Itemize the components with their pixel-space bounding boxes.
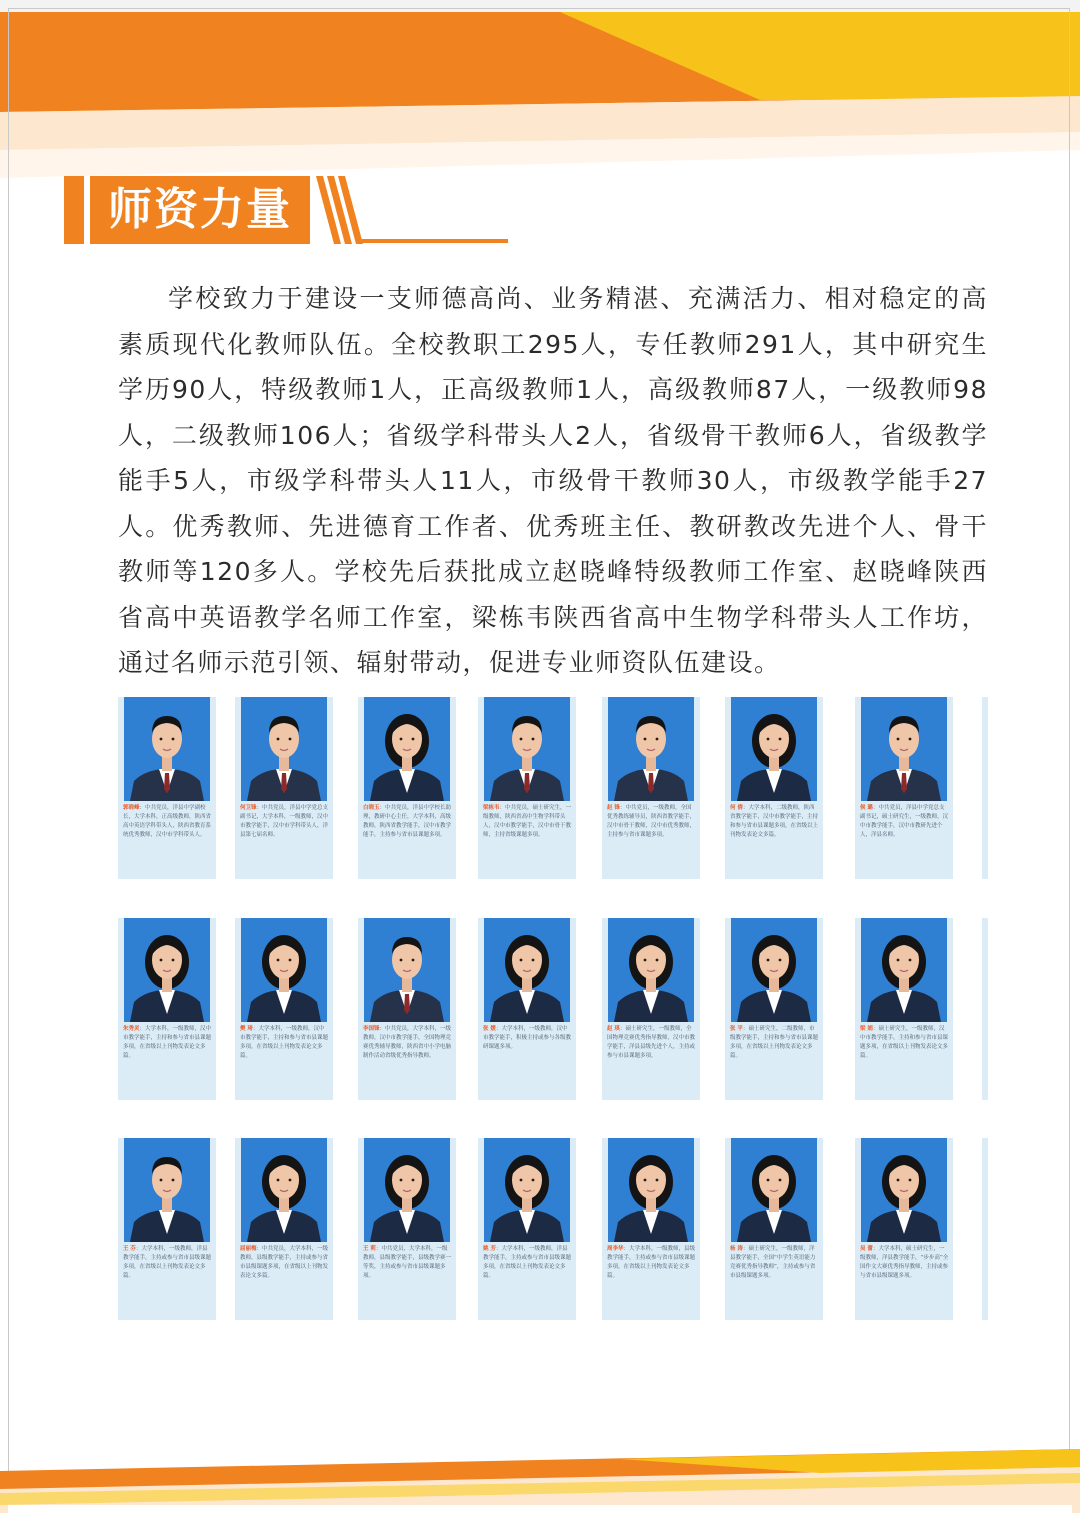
teacher-name: 吴 蕾 <box>860 1246 873 1252</box>
teacher-detail: 大学本科，二级教师，陕西省教学能手，汉中市教学能手，主持和参与省市县课题多项，在省级以上刊物发表论文多篇。 <box>730 805 819 838</box>
teacher-name: 杨 涛 <box>730 1246 743 1252</box>
teacher-card <box>725 697 823 879</box>
teacher-card <box>358 1138 456 1320</box>
teacher-card <box>855 697 953 879</box>
teacher-detail: 硕士研究生，一级教师，全国物理竞赛优秀指导教师，汉中市教学能手，洋县县级先进个人，主持或参与市县课题多项。 <box>607 1026 696 1059</box>
intro-paragraph: 学校致力于建设一支师德高尚、业务精湛、充满活力、相对稳定的高素质现代化教师队伍。全校教职工295人，专任教师291人，其中研究生学历90人，特级教师1人，正高级教师1人，高级教师87人，一级教师98人，二级教师106人；省级学科带头人2人，省级骨干教师6人，省级教学能手5人，市级学科带头人11人，市级骨干教师30人，市级教学能手27人。优秀教师、先进德育工作者、优秀班主任、教研教改先进个人、骨干教师等120多人。学校先后获批成立赵晓峰特级教师工作室、赵晓峰陕西省高中英语教学名师工作室，梁栋韦陕西省高中生物学科带头人工作坊，通过名师示范引领、辐射带动，促进专业师资队伍建设。 <box>118 284 988 677</box>
teacher-detail: 硕士研究生，一级教师，汉中市教学能手，主持和参与省市县课题多项，在省级以上刊物发表论文多篇。 <box>860 1026 949 1059</box>
teacher-card <box>602 918 700 1100</box>
teacher-name: 何 倩 <box>730 805 743 811</box>
teacher-photo <box>124 1138 210 1242</box>
teacher-caption: 赵 锋：中共党员，一级教师，全国优秀教练辅导员，陕西省教学能手，汉中市骨干教师，汉中市优秀教师，主持参与省市课题多项。 <box>607 805 696 838</box>
teacher-detail: 中共党员，洋县中学副校长，大学本科，正高级教师，陕西省高中英语学科带头人，陕西省教育系统优秀教师，汉中市学科带头人。 <box>123 805 212 838</box>
teacher-photo <box>241 1138 327 1242</box>
teacher-caption: 白晓玉：中共党员，洋县中学校长助理，教研中心主任，大学本科，高级教师，陕西省教学能手，汉中市教学能手，主持参与省市县课题多项。 <box>363 805 452 838</box>
teacher-detail: 大学本科，一级教师，汉中市教学能手，主持和参与省市县课题多项，在省级以上刊物发表论文多篇。 <box>123 1026 212 1059</box>
teacher-detail: 大学本科，一级教师，洋县教学能手，主持或参与省市县级课题多项，在省级以上刊物发表论文多篇。 <box>483 1246 572 1279</box>
cropped-card-edge <box>982 697 988 879</box>
teacher-detail: 中共党员，洋县中学党总支副书记，硕士研究生，一级教师，汉中市教学能手，汉中市教研先进个人，洋县名师。 <box>860 805 949 838</box>
heading-underline <box>360 239 508 243</box>
teacher-card <box>602 697 700 879</box>
teacher-name: 王 芬 <box>123 1246 136 1252</box>
teacher-detail: 大学本科，一级教师，洋县教学能手，主持或参与省市县级课题多项，在省级以上刊物发表论文多篇。 <box>123 1246 212 1279</box>
teacher-card <box>118 918 216 1100</box>
teacher-caption: 何 倩：大学本科，二级教师，陕西省教学能手，汉中市教学能手，主持和参与省市县课题多项，在省级以上刊物发表论文多篇。 <box>730 805 819 838</box>
teacher-name: 梁栋韦 <box>483 805 500 811</box>
teacher-name: 李国锋 <box>363 1026 380 1032</box>
teacher-photo <box>364 697 450 801</box>
teacher-photo <box>608 697 694 801</box>
cropped-card-edge <box>982 1138 988 1320</box>
teacher-card <box>855 918 953 1100</box>
teacher-card <box>118 697 216 879</box>
teacher-card <box>478 697 576 879</box>
teacher-photo <box>484 918 570 1022</box>
teacher-caption: 王 芬：大学本科，一级教师，洋县教学能手，主持或参与省市县级课题多项，在省级以上刊物发表论文多篇。 <box>123 1246 212 1279</box>
teacher-detail: 大学本科，一级教师，汉中市教学能手，积极主持或参与各级教研课题多项。 <box>483 1026 572 1050</box>
teacher-name: 梁 娟 <box>860 1026 873 1032</box>
teacher-photo <box>861 918 947 1022</box>
teacher-name: 周李华 <box>607 1246 624 1252</box>
teacher-card <box>235 697 333 879</box>
teacher-detail: 硕士研究生，一级教师，洋县教学能手，全国“中学生英语能力竞赛优秀指导教师”，主持或参与省市县级课题多项。 <box>730 1246 816 1279</box>
section-title: 师资力量 <box>90 176 310 244</box>
teacher-caption: 赵 琪：硕士研究生，一级教师，全国物理竞赛优秀指导教师，汉中市教学能手，洋县县级先进个人，主持或参与市县课题多项。 <box>607 1026 696 1059</box>
teacher-caption: 梁 娟：硕士研究生，一级教师，汉中市教学能手，主持和参与省市县课题多项，在省级以上刊物发表论文多篇。 <box>860 1026 949 1059</box>
teacher-detail: 硕士研究生，二级教师，市级教学能手，主持和参与省市县课题多项，在省级以上刊物发表论文多篇。 <box>730 1026 819 1059</box>
teacher-detail: 中共党员，大学本科，一级教师，县级教学能手，主持或参与省市县级课题多项，在省级以上刊物发表论文多篇。 <box>240 1246 329 1279</box>
cropped-card-edge <box>982 918 988 1100</box>
teacher-photo <box>484 697 570 801</box>
teacher-name: 王 莉 <box>363 1246 376 1252</box>
teacher-detail: 大学本科，一级教师，县级教学能手，主持或参与省市县级课题多项，在省级以上刊物发表论文多篇。 <box>607 1246 696 1279</box>
teacher-card <box>725 918 823 1100</box>
teacher-card <box>725 1138 823 1320</box>
teacher-name: 朱秀灵 <box>123 1026 140 1032</box>
teacher-name: 郭晓峰 <box>123 805 140 811</box>
teacher-detail: 中共党员，一级教师，全国优秀教练辅导员，陕西省教学能手，汉中市骨干教师，汉中市优秀教师，主持参与省市课题多项。 <box>607 805 696 838</box>
teacher-caption: 张 媛：大学本科，一级教师，汉中市教学能手，积极主持或参与各级教研课题多项。 <box>483 1026 572 1050</box>
teacher-detail: 中共党员，大学本科，一级教师，县级教学能手，县级教学赛一等奖，主持或参与省市县级课题多项。 <box>363 1246 452 1279</box>
teacher-card <box>855 1138 953 1320</box>
teacher-caption: 李国锋：中共党员，大学本科，一级教师，汉中市教学能手，全国物理竞赛优秀辅导教师，陕西省中小学电脑制作活动省级优秀指导教师。 <box>363 1026 452 1059</box>
teacher-name: 赵 锋 <box>607 805 620 811</box>
teacher-name: 张 平 <box>730 1026 743 1032</box>
teacher-caption: 朱秀灵：大学本科，一级教师，汉中市教学能手，主持和参与省市县课题多项，在省级以上刊物发表论文多篇。 <box>123 1026 212 1059</box>
teacher-card <box>478 1138 576 1320</box>
teacher-photo <box>608 918 694 1022</box>
teacher-name: 姚 芳 <box>483 1246 496 1252</box>
teacher-caption: 周李华：大学本科，一级教师，县级教学能手，主持或参与省市县级课题多项，在省级以上刊物发表论文多篇。 <box>607 1246 696 1279</box>
teacher-detail: 中共党员，洋县中学党总支副书记，大学本科，一级教师，汉中市教学能手，汉中市学科带头人，洋县第七届名师。 <box>240 805 329 838</box>
teacher-caption: 梁栋韦：中共党员，硕士研究生，一级教师，陕西省高中生物学科带头人，汉中市教学能手，汉中市骨干教师，主持省级课题多项。 <box>483 805 572 838</box>
teacher-name: 赵 琪 <box>607 1026 620 1032</box>
teacher-name: 屈丽梅 <box>240 1246 257 1252</box>
teacher-name: 何卫锋 <box>240 805 257 811</box>
teacher-photo <box>731 1138 817 1242</box>
teacher-photo <box>241 697 327 801</box>
teacher-caption: 郭晓峰：中共党员，洋县中学副校长，大学本科，正高级教师，陕西省高中英语学科带头人，陕西省教育系统优秀教师，汉中市学科带头人。 <box>123 805 212 838</box>
teacher-caption: 张 平：硕士研究生，二级教师，市级教学能手，主持和参与省市县课题多项，在省级以上刊物发表论文多篇。 <box>730 1026 819 1059</box>
teacher-card <box>118 1138 216 1320</box>
teacher-card <box>235 918 333 1100</box>
teacher-photo <box>124 918 210 1022</box>
heading-stripes <box>314 176 364 244</box>
teacher-caption: 王 莉：中共党员，大学本科，一级教师，县级教学能手，县级教学赛一等奖，主持或参与省市县级课题多项。 <box>363 1246 452 1279</box>
teacher-caption: 屈丽梅：中共党员，大学本科，一级教师，县级教学能手，主持或参与省市县级课题多项，在省级以上刊物发表论文多篇。 <box>240 1246 329 1279</box>
teacher-card <box>478 918 576 1100</box>
teacher-photo <box>364 1138 450 1242</box>
teacher-detail: 中共党员，大学本科，一级教师，汉中市教学能手，全国物理竞赛优秀辅导教师，陕西省中小学电脑制作活动省级优秀指导教师。 <box>363 1026 452 1059</box>
teacher-detail: 大学本科，一级教师，汉中市教学能手，主持和参与省市县课题多项，在省级以上刊物发表论文多篇。 <box>240 1026 329 1059</box>
teacher-detail: 中共党员，洋县中学校长助理，教研中心主任，大学本科，高级教师，陕西省教学能手，汉中市教学能手，主持参与省市县课题多项。 <box>363 805 452 838</box>
teacher-caption: 吴 蕾：大学本科，硕士研究生，一级教师，洋县教学能手，“步步高”全国作文大赛优秀指导教师，主持或参与省市县级课题多项。 <box>860 1246 949 1279</box>
teacher-caption: 姚 芳：大学本科，一级教师，洋县教学能手，主持或参与省市县级课题多项，在省级以上刊物发表论文多篇。 <box>483 1246 572 1279</box>
teacher-card <box>358 918 456 1100</box>
teacher-card <box>602 1138 700 1320</box>
teacher-caption: 侯 璐：中共党员，洋县中学党总支副书记，硕士研究生，一级教师，汉中市教学能手，汉中市教研先进个人，洋县名师。 <box>860 805 949 838</box>
teacher-photo <box>241 918 327 1022</box>
teacher-photo <box>731 697 817 801</box>
teacher-photo <box>731 918 817 1022</box>
teacher-photo <box>608 1138 694 1242</box>
teacher-name: 樊 琦 <box>240 1026 253 1032</box>
teacher-name: 张 媛 <box>483 1026 496 1032</box>
teacher-caption: 杨 涛：硕士研究生，一级教师，洋县教学能手，全国“中学生英语能力竞赛优秀指导教师”，主持或参与省市县级课题多项。 <box>730 1246 816 1279</box>
teacher-caption: 樊 琦：大学本科，一级教师，汉中市教学能手，主持和参与省市县课题多项，在省级以上刊物发表论文多篇。 <box>240 1026 329 1059</box>
section-heading <box>64 176 509 246</box>
teacher-detail: 大学本科，硕士研究生，一级教师，洋县教学能手，“步步高”全国作文大赛优秀指导教师，主持或参与省市县级课题多项。 <box>860 1246 949 1279</box>
teacher-caption: 何卫锋：中共党员，洋县中学党总支副书记，大学本科，一级教师，汉中市教学能手，汉中市学科带头人，洋县第七届名师。 <box>240 805 329 838</box>
teacher-photo <box>364 918 450 1022</box>
teacher-card <box>358 697 456 879</box>
teacher-photo <box>124 697 210 801</box>
teacher-name: 白晓玉 <box>363 805 380 811</box>
teacher-name: 侯 璐 <box>860 805 873 811</box>
teacher-detail: 中共党员，硕士研究生，一级教师，陕西省高中生物学科带头人，汉中市教学能手，汉中市骨干教师，主持省级课题多项。 <box>483 805 572 838</box>
heading-accent-bar <box>64 176 84 244</box>
teacher-photo <box>861 697 947 801</box>
teacher-grid <box>118 697 988 1327</box>
bottom-banner-decoration <box>0 1423 1080 1513</box>
teacher-photo <box>484 1138 570 1242</box>
teacher-photo <box>861 1138 947 1242</box>
teacher-card <box>235 1138 333 1320</box>
